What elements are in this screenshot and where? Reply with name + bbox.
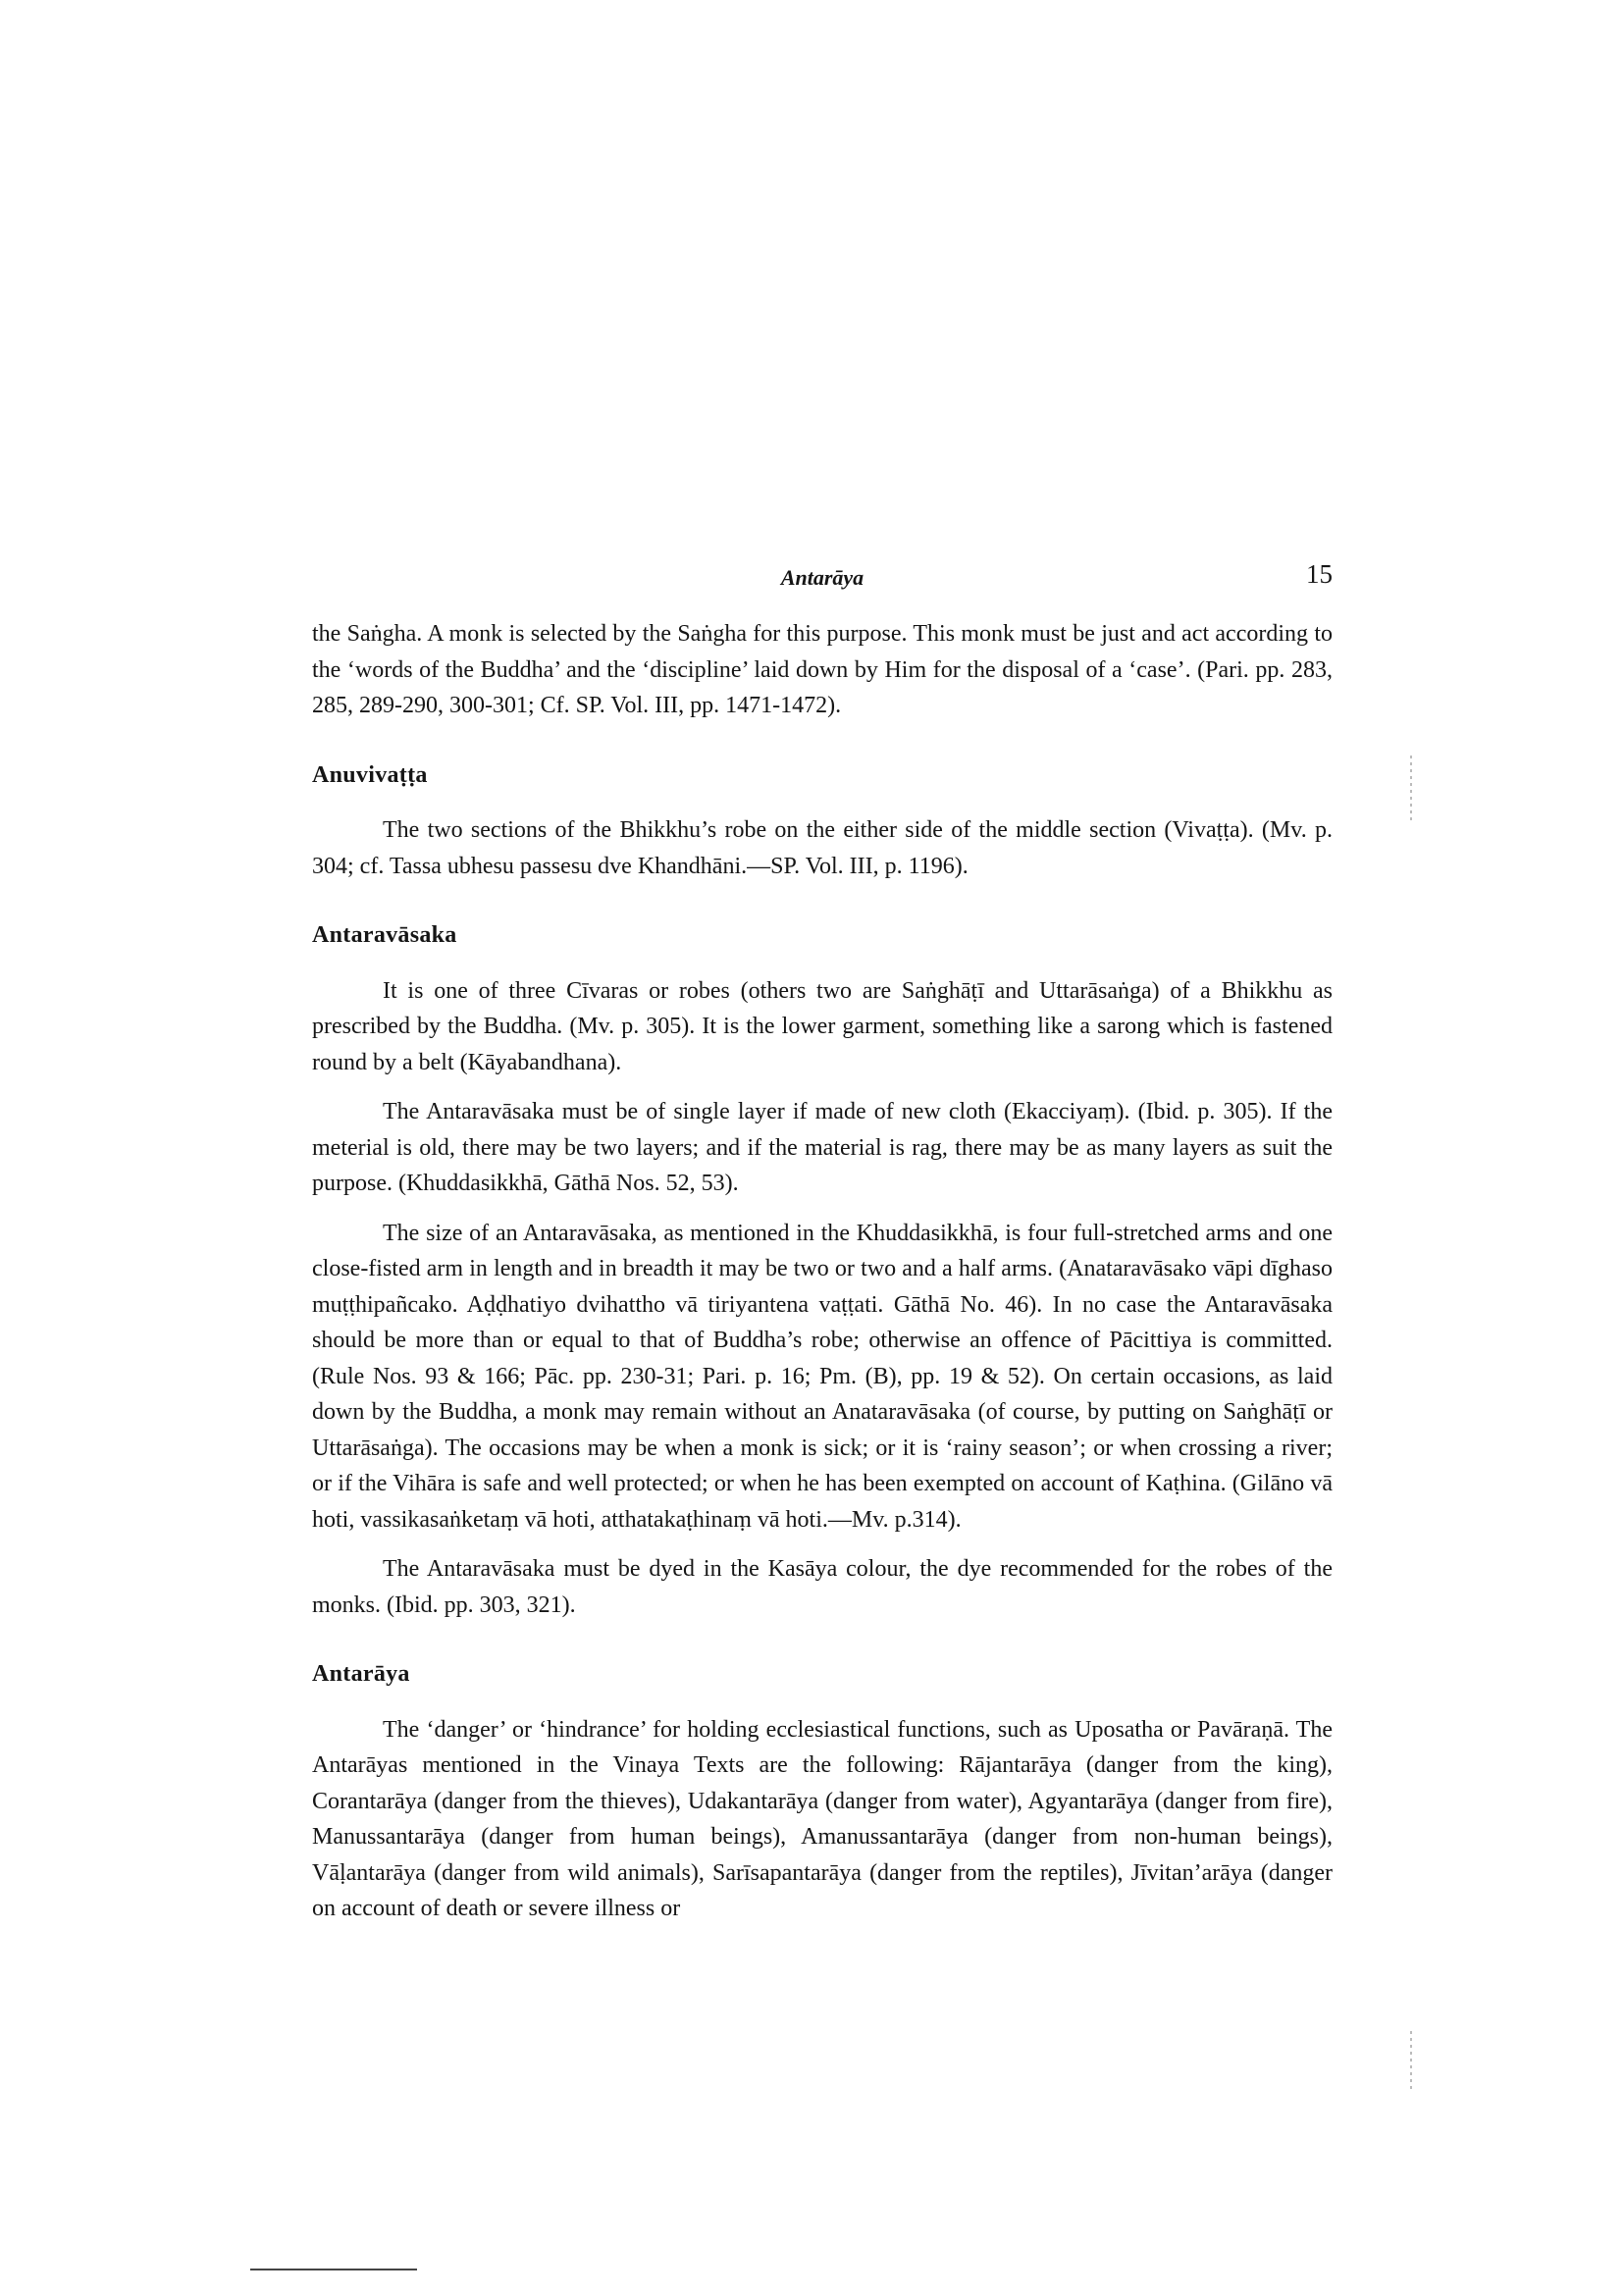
footnote-rule (250, 2269, 417, 2270)
entry-paragraph: The size of an Antaravāsaka, as mentioned in the Khuddasikkhā, is four full-stretched arms and one close-fisted arm in length and in breadth it may be two or two and a half arms. (Anataravāsako vāpi dīghaso muṭṭhipañcako. Aḍḍhatiyo dvihattho vā tiriyantena vaṭṭati. Gāthā No. 46). In no case the Antaravāsaka should be more than or equal to that of Buddha’s robe; otherwise an offence of Pācittiya is committed. (Rule Nos. 93 & 166; Pāc. pp. 230-31; Pari. p. 16; Pm. (B), pp. 19 & 52). On certain occasions, as laid down by the Buddha, a monk may remain without an Anataravāsaka (of course, by putting on Saṅghāṭī or Uttarāsaṅga). The occasions may be when a monk is sick; or it is ‘rainy season’; or when crossing a river; or if the Vihāra is safe and well protected; or when he has been exempted on account of Kaṭhina. (Gilāno vā hoti, vassikasaṅketaṃ vā hoti, atthatakaṭhinaṃ vā hoti.—Mv. p.314). (312, 1220, 1333, 1533)
entry-paragraph: The Antaravāsaka must be dyed in the Kasāya colour, the dye recommended for the robes of the monks. (Ibid. pp. 303, 321). (312, 1556, 1333, 1618)
entry-heading-antaravasaka: Antaravāsaka (312, 922, 457, 948)
margin-scan-mark (1410, 756, 1412, 824)
entry-paragraph: It is one of three Cīvaras or robes (others two are Saṅghāṭī and Uttarāsaṅga) of a Bhikkhu as prescribed by the Buddha. (Mv. p. 305). It is the lower garment, something like a sarong which is fastened round by a belt (Kāyabandhana). (312, 977, 1333, 1075)
running-title: Antarāya (780, 565, 864, 590)
page-number: 15 (1306, 559, 1333, 589)
entry-paragraph: The Antaravāsaka must be of single layer if made of new cloth (Ekacciyaṃ). (Ibid. p. 305). If the meterial is old, there may be two layers; and if the material is rag, there may be as many layers as suit the purpose. (Khuddasikkhā, Gāthā Nos. 52, 53). (312, 1099, 1333, 1196)
continuation-paragraph: the Saṅgha. A monk is selected by the Saṅgha for this purpose. This monk must be just and act according to the ‘words of the Buddha’ and the ‘discipline’ laid down by Him for the disposal of a ‘case’. (Pari. pp. 283, 285, 289-290, 300-301; Cf. SP. Vol. III, pp. 1471-1472). (312, 621, 1333, 718)
entry-paragraph: The two sections of the Bhikkhu’s robe on the either side of the middle section (Vivaṭṭa). (Mv. p. 304; cf. Tassa ubhesu passesu dve Khandhāni.—SP. Vol. III, p. 1196). (312, 817, 1333, 879)
margin-scan-mark (1410, 2031, 1412, 2090)
entry-heading-anuvivatta: Anuvivaṭṭa (312, 761, 428, 788)
running-header (312, 559, 1333, 599)
body-text (312, 616, 1333, 1927)
entry-heading-antaraya: Antarāya (312, 1661, 410, 1687)
entry-paragraph: The ‘danger’ or ‘hindrance’ for holding ecclesiastical functions, such as Uposatha or Pavāraṇā. The Antarāyas mentioned in the Vinaya Texts are the following: Rājantarāya (danger from the king), Corantarāya (danger from the thieves), Udakantarāya (danger from water), Agyantarāya (danger from fire), Manussantarāya (danger from human beings), Amanussantarāya (danger from non-human beings), Vāḷantarāya (danger from wild animals), Sarīsapantarāya (danger from the reptiles), Jīvitan’arāya (danger on account of death or severe illness or (312, 1716, 1333, 1921)
